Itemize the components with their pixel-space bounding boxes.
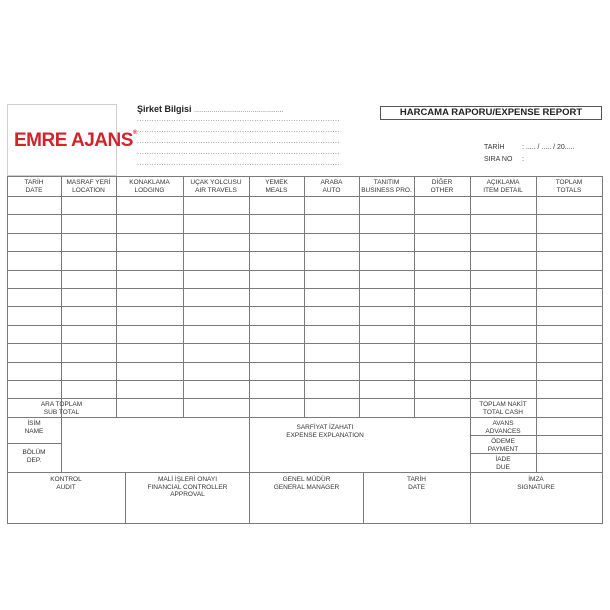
total-cash-label: TOPLAM NAKİT TOTAL CASH — [479, 401, 527, 416]
due-label: İADE DUE — [495, 456, 511, 471]
date-label: TARİH — [484, 144, 505, 151]
department-label: BÖLÜM DEP. — [22, 449, 46, 464]
advances-label: AVANS ADVANCES — [485, 420, 521, 435]
frame-right — [602, 176, 603, 523]
column-line — [183, 176, 184, 417]
column-header: YEMEK MEALS — [265, 179, 288, 194]
company-info-line[interactable]: ................................................................................... — [137, 127, 340, 134]
payment-divider — [470, 453, 602, 454]
name-dep-divider — [7, 443, 61, 444]
column-line — [470, 176, 471, 417]
column-header: DİĞER OTHER — [430, 179, 454, 194]
column-line — [249, 176, 250, 417]
name-divider — [61, 417, 62, 472]
advances-right — [536, 417, 537, 472]
column-header: TOPLAM TOTALS — [555, 179, 583, 194]
company-info-line[interactable]: ................................................................................... — [137, 149, 340, 156]
signature-top — [7, 472, 602, 473]
column-header: UÇAK YOLCUSU AIR TRAVELS — [190, 179, 242, 194]
column-line — [61, 176, 62, 417]
payment-label: ÖDEME PAYMENT — [487, 438, 519, 453]
signature-date: TARİH DATE — [406, 476, 427, 491]
signature-audit: KONTROL AUDIT — [50, 476, 82, 491]
column-line — [304, 176, 305, 417]
company-info-label: Şirket Bilgisi .............................................. — [137, 104, 284, 114]
column-header: TARİH DATE — [24, 179, 44, 194]
sequence-label: SIRA NO — [484, 156, 513, 163]
company-info-line[interactable]: ................................................................................... — [137, 116, 340, 123]
date-value[interactable]: : ..... / ..... / 20..... — [522, 144, 575, 151]
sequence-value[interactable]: : — [522, 156, 524, 163]
column-line — [116, 176, 117, 417]
column-header: MASRAF YERİ LOCATION — [66, 179, 111, 194]
signature-general-manager: GENEL MÜDÜR GENERAL MANAGER — [273, 476, 340, 491]
advances-divider — [470, 435, 602, 436]
column-line — [359, 176, 360, 417]
company-logo: EMRE AJANS® — [14, 130, 137, 151]
column-header: AÇIKLAMA ITEM DETAIL — [483, 179, 523, 194]
column-header: TANITIM BUSINESS PRO. — [361, 179, 412, 194]
company-info-line[interactable]: ................................................................................... — [137, 160, 340, 167]
signature-financial-controller: MALİ İŞLERİ ONAYI FINANCIAL CONTROLLER APPROVAL — [147, 476, 228, 498]
subtotal-divider — [7, 417, 602, 418]
name-label: İSİM NAME — [24, 420, 44, 435]
column-line — [536, 176, 537, 417]
column-header: ARABA AUTO — [320, 179, 343, 194]
column-line — [414, 176, 415, 417]
frame-bottom — [7, 523, 603, 524]
report-title: HARCAMA RAPORU/EXPENSE REPORT — [380, 106, 602, 120]
company-info-line[interactable]: ................................................................................... — [137, 138, 340, 145]
expense-explanation-label: SARFİYAT İZAHATI EXPENSE EXPLANATION — [286, 424, 364, 439]
subtotal-label: ARA TOPLAM SUB TOTAL — [40, 401, 83, 416]
frame-left — [7, 176, 8, 523]
signature-signature: İMZA SIGNATURE — [517, 476, 555, 491]
column-header: KONAKLAMA LODGING — [129, 179, 170, 194]
